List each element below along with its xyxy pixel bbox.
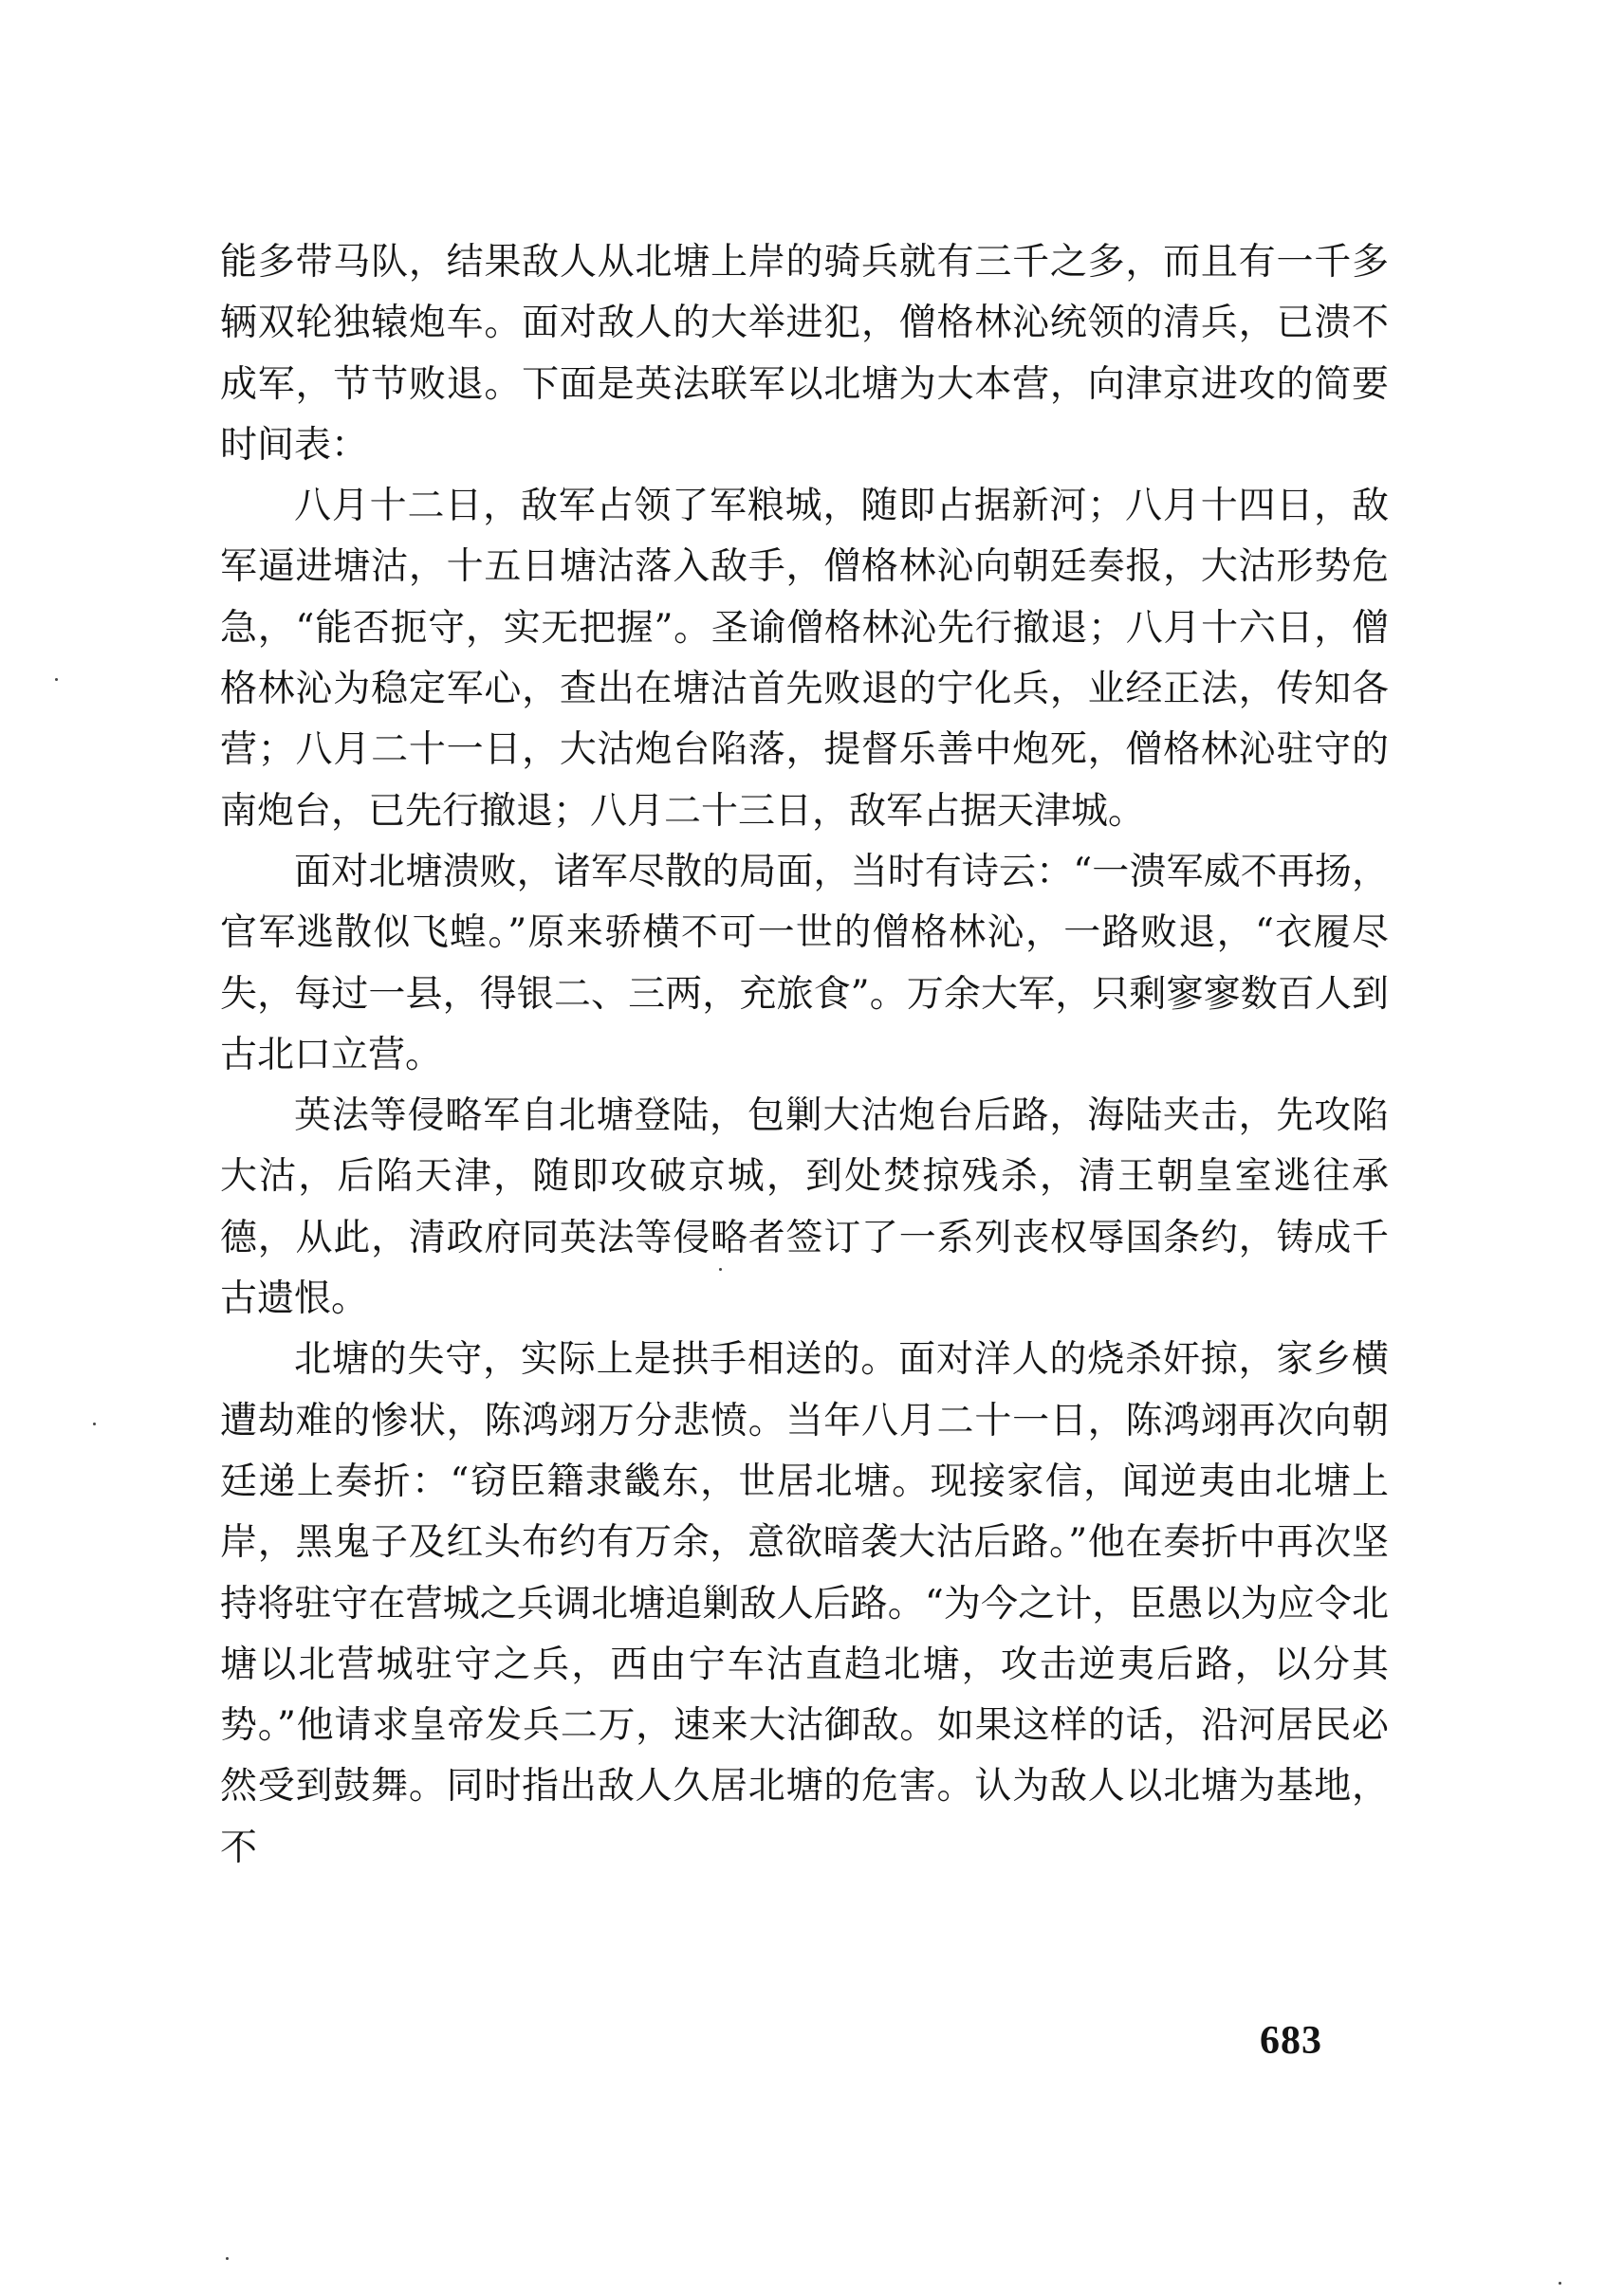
body-text (220, 232, 1389, 1879)
paragraph-invasion: 英法等侵略军自北塘登陆，包剿大沽炮台后路，海陆夹击，先攻陷大沽，后陷天津，随即攻破京城，到处焚掠残杀，清王朝皇室逃往承德，从此，清政府同英法等侵略者签订了一系列丧权辱国条约，铸成千古遗恨。 (220, 1094, 1389, 1321)
scan-speck (1559, 2282, 1561, 2285)
paragraph-timeline: 八月十二日，敌军占领了军粮城，随即占据新河；八月十四日，敌军逼进塘沽，十五日塘沽落入敌手，僧格林沁向朝廷奏报，大沽形势危急，“能否扼守，实无把握”。圣谕僧格林沁先行撤退；八月十六日，僧格林沁为稳定军心，查出在塘沽首先败退的宁化兵，业经正法，传知各营；八月二十一日，大沽炮台陷落，提督乐善中炮死，僧格林沁驻守的南炮台，已先行撤退；八月二十三日，敌军占据天津城。 (220, 485, 1389, 833)
scan-speck (719, 1268, 722, 1271)
page-number: 683 (1260, 2019, 1322, 2063)
scan-speck (55, 678, 58, 681)
paragraph-continued: 能多带马队，结果敌人从北塘上岸的骑兵就有三千之多，而且有一千多辆双轮独辕炮车。面对敌人的大举进犯，僧格林沁统领的清兵，已溃不成军，节节败退。下面是英法联军以北塘为大本营，向津京进攻的简要时间表： (220, 241, 1389, 467)
paragraph-memorial: 北塘的失守，实际上是拱手相送的。面对洋人的烧杀奸掠，家乡横遭劫难的惨状，陈鸿翊万分悲愤。当年八月二十一日，陈鸿翊再次向朝廷递上奏折：“窃臣籍隶畿东，世居北塘。现接家信，闻逆夷由北塘上岸，黑鬼子及红头布约有万余，意欲暗袭大沽后路。”他在奏折中再次坚持将驻守在营城之兵调北塘追剿敌人后路。“为今之计，臣愚以为应令北塘以北营城驻守之兵，西由宁车沽直趋北塘，攻击逆夷后路，以分其势。”他请求皇帝发兵二万，速来大沽御敌。如果这样的话，沿河居民必然受到鼓舞。同时指出敌人久居北塘的危害。认为敌人以北塘为基地，不 (220, 1338, 1389, 1869)
paragraph-retreat: 面对北塘溃败，诸军尽散的局面，当时有诗云：“一溃军威不再扬，官军逃散似飞蝗。”原来骄横不可一世的僧格林沁，一路败退，“衣履尽失，每过一县，得银二、三两，充旅食”。万余大军，只剩寥寥数百人到古北口立营。 (220, 850, 1389, 1076)
scan-speck (93, 1423, 96, 1425)
scan-speck (226, 2257, 229, 2260)
